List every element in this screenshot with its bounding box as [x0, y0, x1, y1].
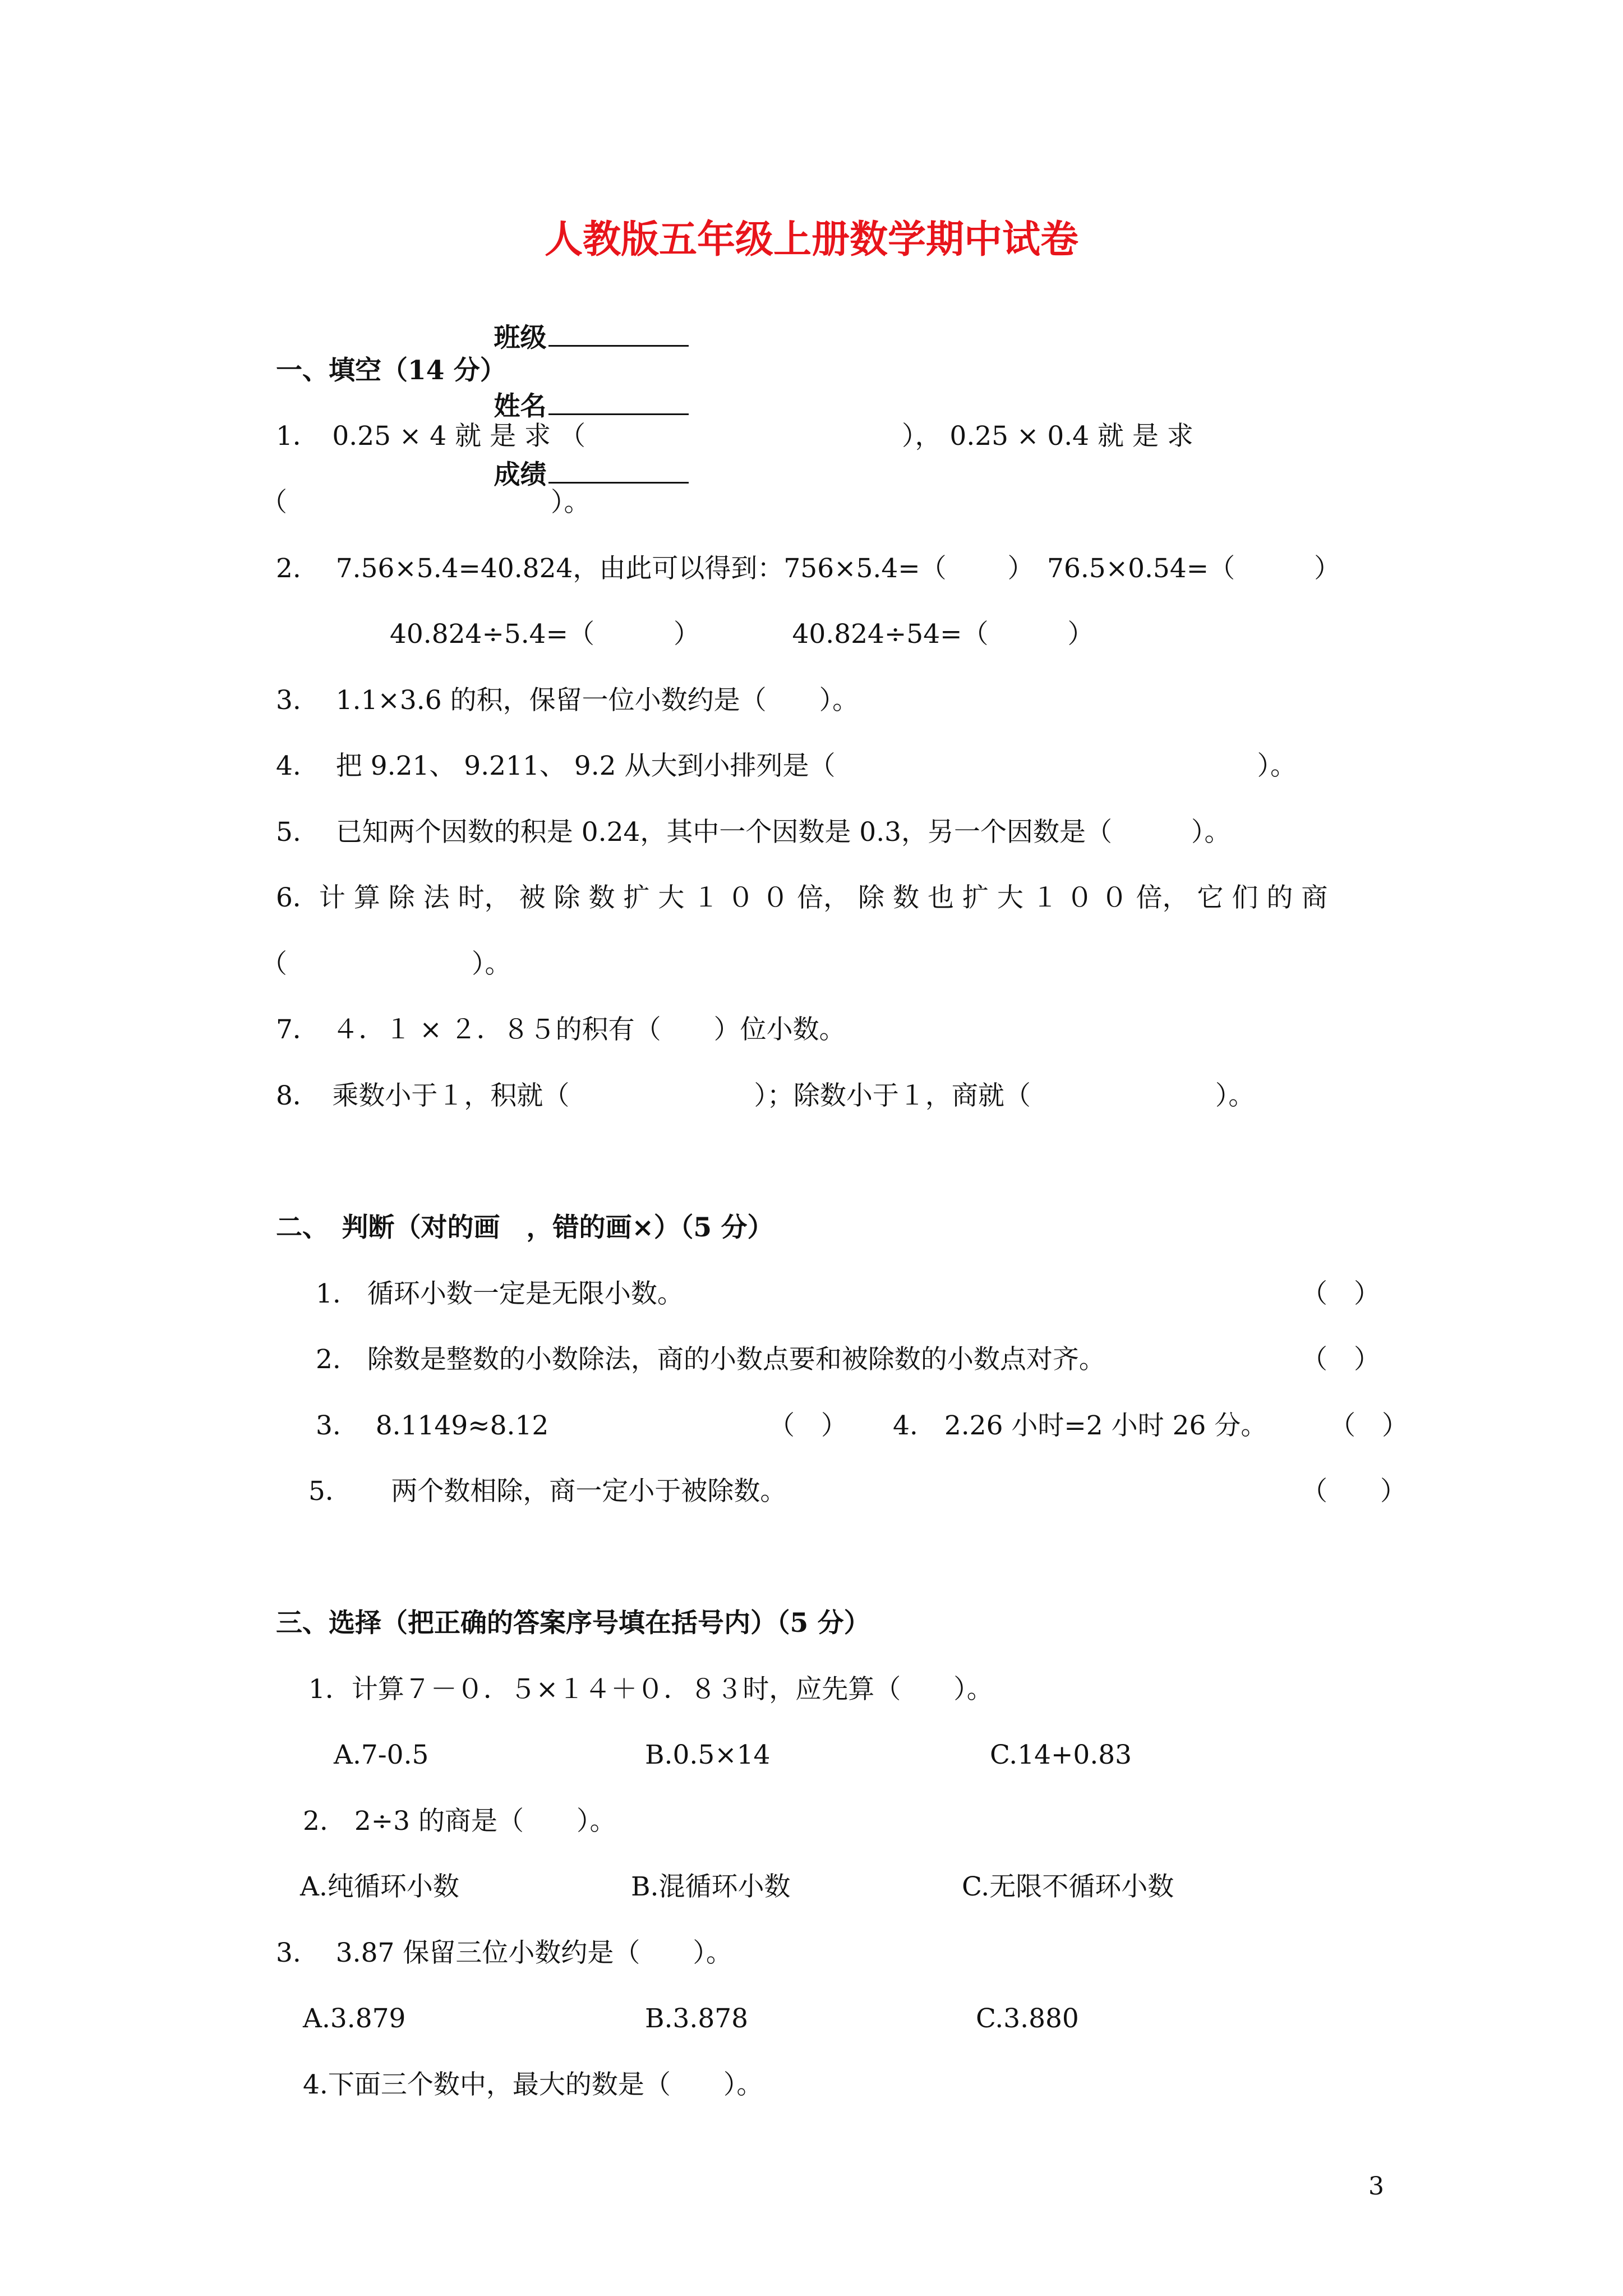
- s1-q1-line2: （ ）。: [261, 487, 591, 518]
- section3-heading: 三、选择（把正确的答案序号填在括号内）（5 分）: [276, 1608, 870, 1639]
- name-field[interactable]: [548, 389, 689, 415]
- s1-q3: 3. 1.1×3.6 的积，保留一位小数约是（ ）。: [276, 685, 859, 716]
- s2-q4: 4. 2.26 小时=2 小时 26 分。: [893, 1410, 1267, 1441]
- s2-q5: 5． 两个数相除，商一定小于被除数。: [308, 1476, 787, 1507]
- s3-q2: 2. 2÷3 的商是（ ）。: [303, 1806, 616, 1837]
- s3-q3-option-a: A.3.879: [303, 2003, 406, 2034]
- s1-q5: 5. 已知两个因数的积是 0.24，其中一个因数是 0.3，另一个因数是（ ）。: [276, 817, 1231, 848]
- s1-q6-line2: （ ）。: [261, 949, 511, 979]
- s3-q3-option-c: C.3.880: [976, 2003, 1079, 2034]
- s1-q2-line1: 2. 7.56×5.4=40.824，由此可以得到：756×5.4=（ ） 76.5×0.54=（ ）: [276, 553, 1341, 584]
- s1-q2-line2: 40.824÷5.4=（ ） 40.824÷54=（ ）: [390, 619, 1094, 650]
- s3-q3-option-b: B.3.878: [645, 2003, 749, 2034]
- section2-heading: 二、 判断（对的画 ，错的画×）（5 分）: [276, 1212, 774, 1243]
- class-field[interactable]: [548, 320, 689, 347]
- s1-q4: 4. 把 9.21、 9.211、 9.2 从大到小排列是（ ）。: [276, 751, 1297, 781]
- s3-q1-option-c: C.14+0.83: [990, 1740, 1132, 1770]
- s3-q1-option-a: A.7-0.5: [334, 1740, 429, 1770]
- class-label: 班级: [494, 323, 547, 353]
- s2-q2: 2. 除数是整数的小数除法，商的小数点要和被除数的小数点对齐。: [316, 1344, 1105, 1375]
- s1-q1-line1: 1． 0.25 × 4 就 是 求 （ ）， 0.25 × 0.4 就 是 求: [276, 421, 1193, 452]
- page-title: 人教版五年级上册数学期中试卷: [544, 217, 1078, 262]
- s2-q3: 3. 8.1149≈8.12: [316, 1410, 549, 1441]
- s2-q3-paren: （ ）: [768, 1410, 847, 1441]
- s3-q1: 1．计算７－０．５×１４＋０．８３时，应先算（ ）。: [308, 1674, 993, 1705]
- section1-heading: 一、填空（14 分）: [276, 355, 506, 386]
- name-label: 姓名: [494, 391, 547, 422]
- score-label: 成绩: [494, 459, 547, 490]
- s2-q5-paren: （ ）: [1301, 1476, 1407, 1507]
- s1-q8: 8． 乘数小于１，积就（ ）；除数小于１，商就（ ）。: [276, 1080, 1255, 1111]
- s3-q2-option-c: C.无限不循环小数: [962, 1871, 1174, 1902]
- s2-q2-paren: （ ）: [1301, 1344, 1380, 1375]
- s3-q2-option-b: B.混循环小数: [631, 1871, 791, 1902]
- s2-q1-paren: （ ）: [1301, 1278, 1380, 1309]
- s1-q6-line1: 6．计 算 除 法 时， 被 除 数 扩 大 １ ０ ０ 倍， 除 数 也 扩 大 １ ０ ０ 倍， 它 们 的 商: [276, 882, 1328, 913]
- score-field[interactable]: [548, 457, 689, 484]
- s1-q7: 7． ４．１ × ２．８５的积有（ ）位小数。: [276, 1014, 846, 1045]
- s2-q1: 1. 循环小数一定是无限小数。: [316, 1278, 684, 1309]
- s3-q2-option-a: A.纯循环小数: [300, 1871, 459, 1902]
- s3-q3: 3. 3.87 保留三位小数约是（ ）。: [276, 1938, 732, 1968]
- s2-q4-paren: （ ）: [1329, 1410, 1408, 1441]
- s3-q4: 4.下面三个数中，最大的数是（ ）。: [303, 2069, 763, 2100]
- s3-q1-option-b: B.0.5×14: [645, 1740, 771, 1770]
- page-number: 3: [1368, 2172, 1384, 2201]
